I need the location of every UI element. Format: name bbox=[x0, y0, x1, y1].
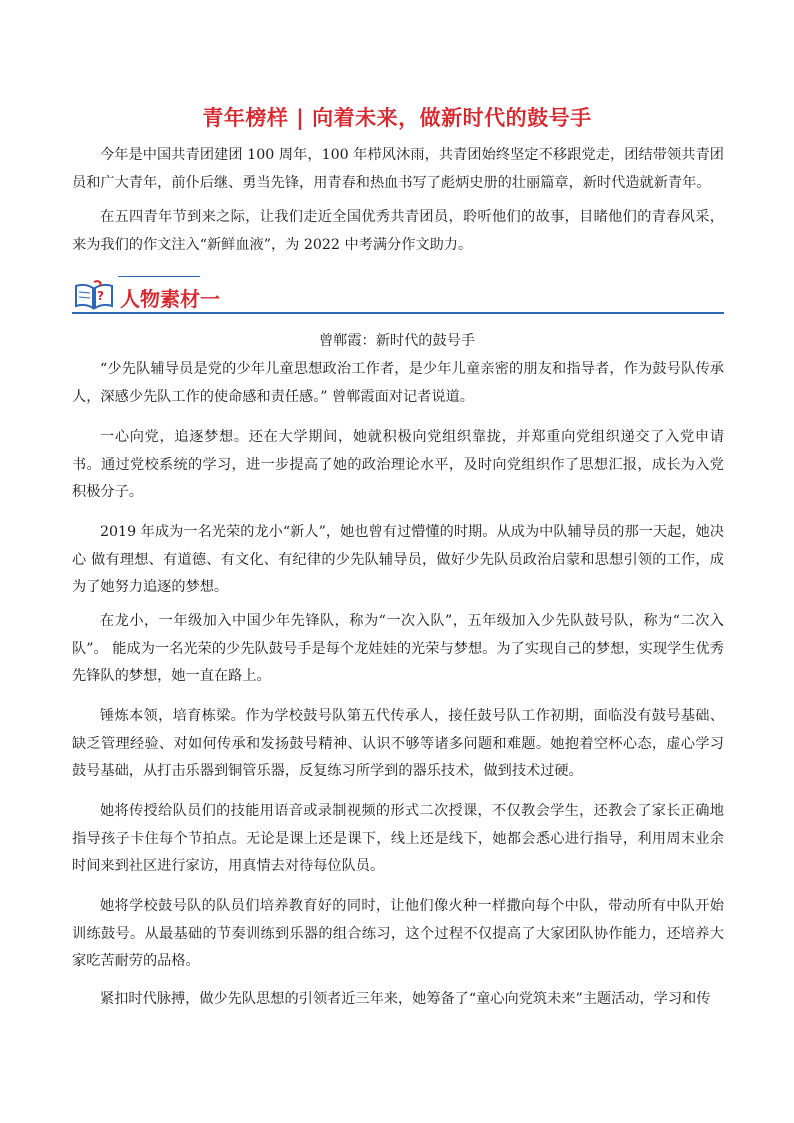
article-subtitle: 曾郸霞：新时代的鼓号手 bbox=[318, 333, 476, 349]
body-paragraph: 她将传授给队员们的技能用语音或录制视频的形式二次授课，不仅教会学生，还教会了家长正确地指导孩子卡住每个节拍点。无论是课上还是课下，线上还是线下，她都会悉心进行指导，利用周末业余时间来到社区进行家访，用真情去对待每位队员。 bbox=[72, 803, 724, 874]
body-paragraph: “少先队辅导员是党的少年儿童思想政治工作者，是少年儿童亲密的朋友和指导者，作为鼓号队传承人，深感少先队工作的使命感和责任感。” 曾郸霞面对记者说道。 bbox=[72, 361, 724, 405]
intro-paragraph: 今年是中国共青团建团 100 周年，100 年栉风沐雨，共青团始终坚定不移跟党走，团结带领共青团员和广大青年，前仆后继、勇当先锋，用青春和热血书写了彪炳史册的壮丽篇章，新时代造就新青年。 bbox=[72, 147, 724, 191]
intro-paragraph: 在五四青年节到来之际，让我们走近全国优秀共青团员，聆听他们的故事，目睹他们的青春风采，来为我们的作文注入“新鲜血液”，为 2022 中考满分作文助力。 bbox=[72, 209, 724, 253]
book-icon bbox=[72, 278, 116, 312]
page-title: 青年榜样 | 向着未来，做新时代的鼓号手 bbox=[202, 106, 592, 130]
section-rule bbox=[72, 312, 724, 314]
body-paragraph: 紧扣时代脉搏，做少先队思想的引领者近三年来，她筹备了“童心向党筑未来”主题活动，学习和传 bbox=[100, 991, 711, 1007]
body-paragraph: 一心向党，追逐梦想。还在大学期间，她就积极向党组织靠拢，并郑重向党组织递交了入党申请书。通过党校系统的学习，进一步提高了她的政治理论水平，及时向党组织作了思想汇报，成长为入党积极分子。 bbox=[72, 429, 724, 500]
section-label: 人物素材一 bbox=[120, 287, 220, 311]
body-paragraph: 2019 年成为一名光荣的龙小“新人”，她也曾有过懵懂的时期。从成为中队辅导员的那一天起，她决心 做有理想、有道德、有文化、有纪律的少先队辅导员，做好少先队员政治启蒙和思想引领的工作，成为了她努力追逐的梦想。 bbox=[72, 524, 724, 595]
body-paragraph: 在龙小，一年级加入中国少年先锋队，称为“一次入队”，五年级加入少先队鼓号队，称为“二次入队”。 能成为一名光荣的少先队鼓号手是每个龙娃娃的光荣与梦想。为了实现自己的梦想，实现学生优秀先锋队的梦想，她一直在路上。 bbox=[72, 613, 724, 684]
section-accent-line bbox=[118, 276, 200, 277]
body-paragraph: 锤炼本领，培育栋梁。作为学校鼓号队第五代传承人，接任鼓号队工作初期，面临没有鼓号基础、缺乏管理经验、对如何传承和发扬鼓号精神、认识不够等诸多问题和难题。她抱着空杯心态，虚心学习鼓号基础，从打击乐器到铜管乐器，反复练习所学到的器乐技术，做到技术过硬。 bbox=[72, 708, 724, 779]
section-header bbox=[72, 270, 724, 316]
body-paragraph: 她将学校鼓号队的队员们培养教育好的同时，让他们像火种一样撒向每个中队，带动所有中队开始训练鼓号。从最基础的节奏训练到乐器的组合练习，这个过程不仅提高了大家团队协作能力，还培养大家吃苦耐劳的品格。 bbox=[72, 898, 724, 969]
svg-text:?: ? bbox=[97, 289, 104, 303]
